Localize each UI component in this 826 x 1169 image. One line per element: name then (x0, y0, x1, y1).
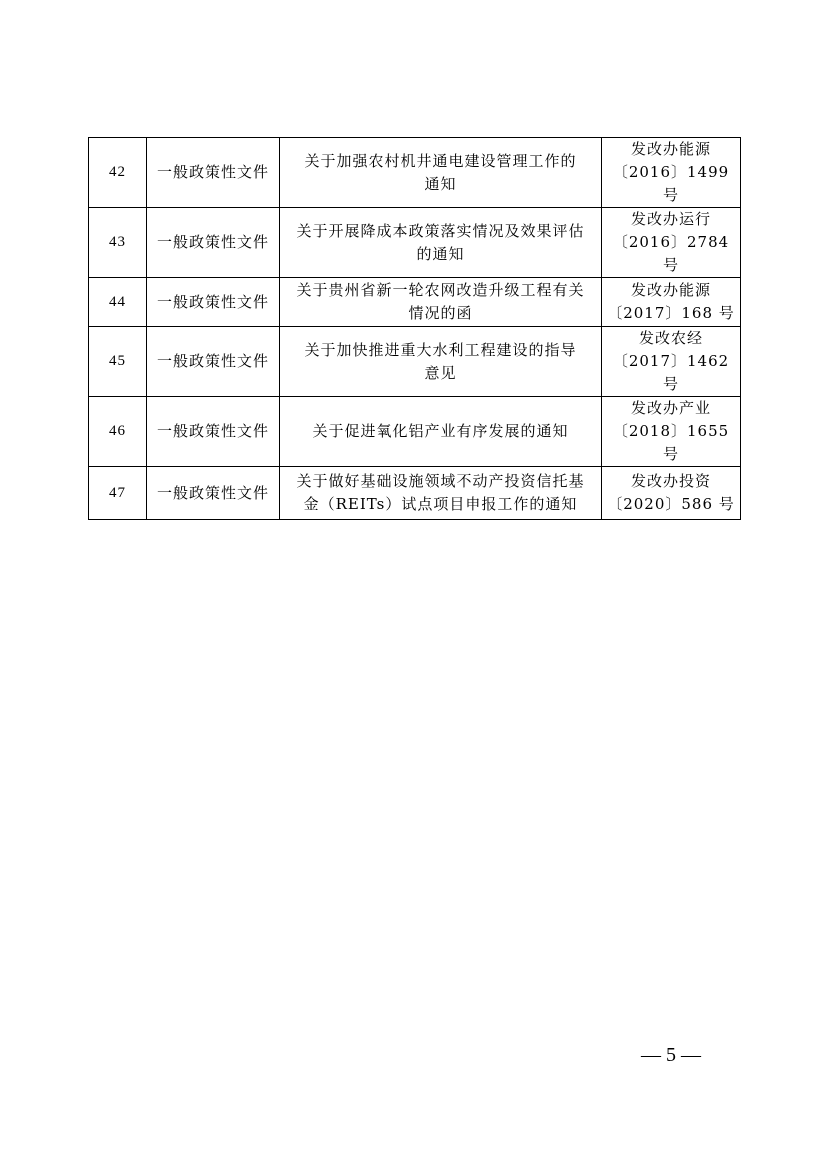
page-number: — 5 — (641, 1044, 701, 1066)
row-number: 43 (89, 208, 147, 278)
document-title-line: 关于开展降成本政策落实情况及效果评估 (296, 221, 585, 240)
document-title-line: 关于加强农村机井通电建设管理工作的 (304, 151, 577, 170)
document-title-line: 情况的函 (408, 304, 473, 322)
document-title-line: 关于加快推进重大水利工程建设的指导 (304, 340, 577, 359)
document-code-line: 〔2016〕2784 号 (612, 233, 730, 274)
document-code-line: 发改办能源 (630, 140, 711, 158)
row-number: 44 (89, 278, 147, 327)
document-code-line: 〔2020〕586 号 (607, 495, 735, 513)
document-code-line: 发改办运行 (630, 210, 711, 228)
document-title (280, 138, 602, 208)
document-code (602, 467, 741, 520)
document-title-line: 意见 (424, 363, 457, 382)
row-number: 47 (89, 467, 147, 520)
document-title (280, 278, 602, 327)
document-title-line: 关于贵州省新一轮农网改造升级工程有关 (296, 281, 585, 299)
table-row (89, 208, 741, 278)
document-code (602, 327, 741, 397)
document-code-line: 〔2017〕168 号 (607, 304, 735, 322)
document-category: 一般政策性文件 (147, 138, 280, 208)
document-title-line: 关于促进氧化铝产业有序发展的通知 (312, 422, 569, 440)
document-code (602, 208, 741, 278)
document-category: 一般政策性文件 (147, 278, 280, 327)
document-title (280, 327, 602, 397)
table-row (89, 327, 741, 397)
document-code (602, 138, 741, 208)
document-code-line: 发改农经 (638, 329, 703, 347)
table-row (89, 467, 741, 520)
document-code-line: 发改办产业 (630, 399, 711, 417)
row-number: 46 (89, 397, 147, 467)
policy-document-table (88, 137, 741, 520)
document-code-line: 发改办能源 (630, 281, 711, 299)
document-title-line: 通知 (424, 174, 457, 193)
document-code (602, 278, 741, 327)
table-row (89, 397, 741, 467)
document-title (280, 208, 602, 278)
document-title (280, 397, 602, 467)
document-code-line: 〔2016〕1499 号 (612, 163, 730, 204)
document-category: 一般政策性文件 (147, 327, 280, 397)
document-code-line: 〔2018〕1655 号 (612, 422, 730, 463)
row-number: 45 (89, 327, 147, 397)
document-category: 一般政策性文件 (147, 208, 280, 278)
document-title-line: 关于做好基础设施领域不动产投资信托基 (296, 472, 585, 490)
document-title-line: 金（REITs）试点项目申报工作的通知 (303, 495, 578, 513)
document-category: 一般政策性文件 (147, 467, 280, 520)
document-title-line: 的通知 (416, 244, 465, 263)
table-row (89, 278, 741, 327)
document-category: 一般政策性文件 (147, 397, 280, 467)
document-code-line: 发改办投资 (630, 472, 711, 490)
document-title (280, 467, 602, 520)
row-number: 42 (89, 138, 147, 208)
table-row (89, 138, 741, 208)
document-code (602, 397, 741, 467)
document-code-line: 〔2017〕1462 号 (612, 352, 730, 393)
